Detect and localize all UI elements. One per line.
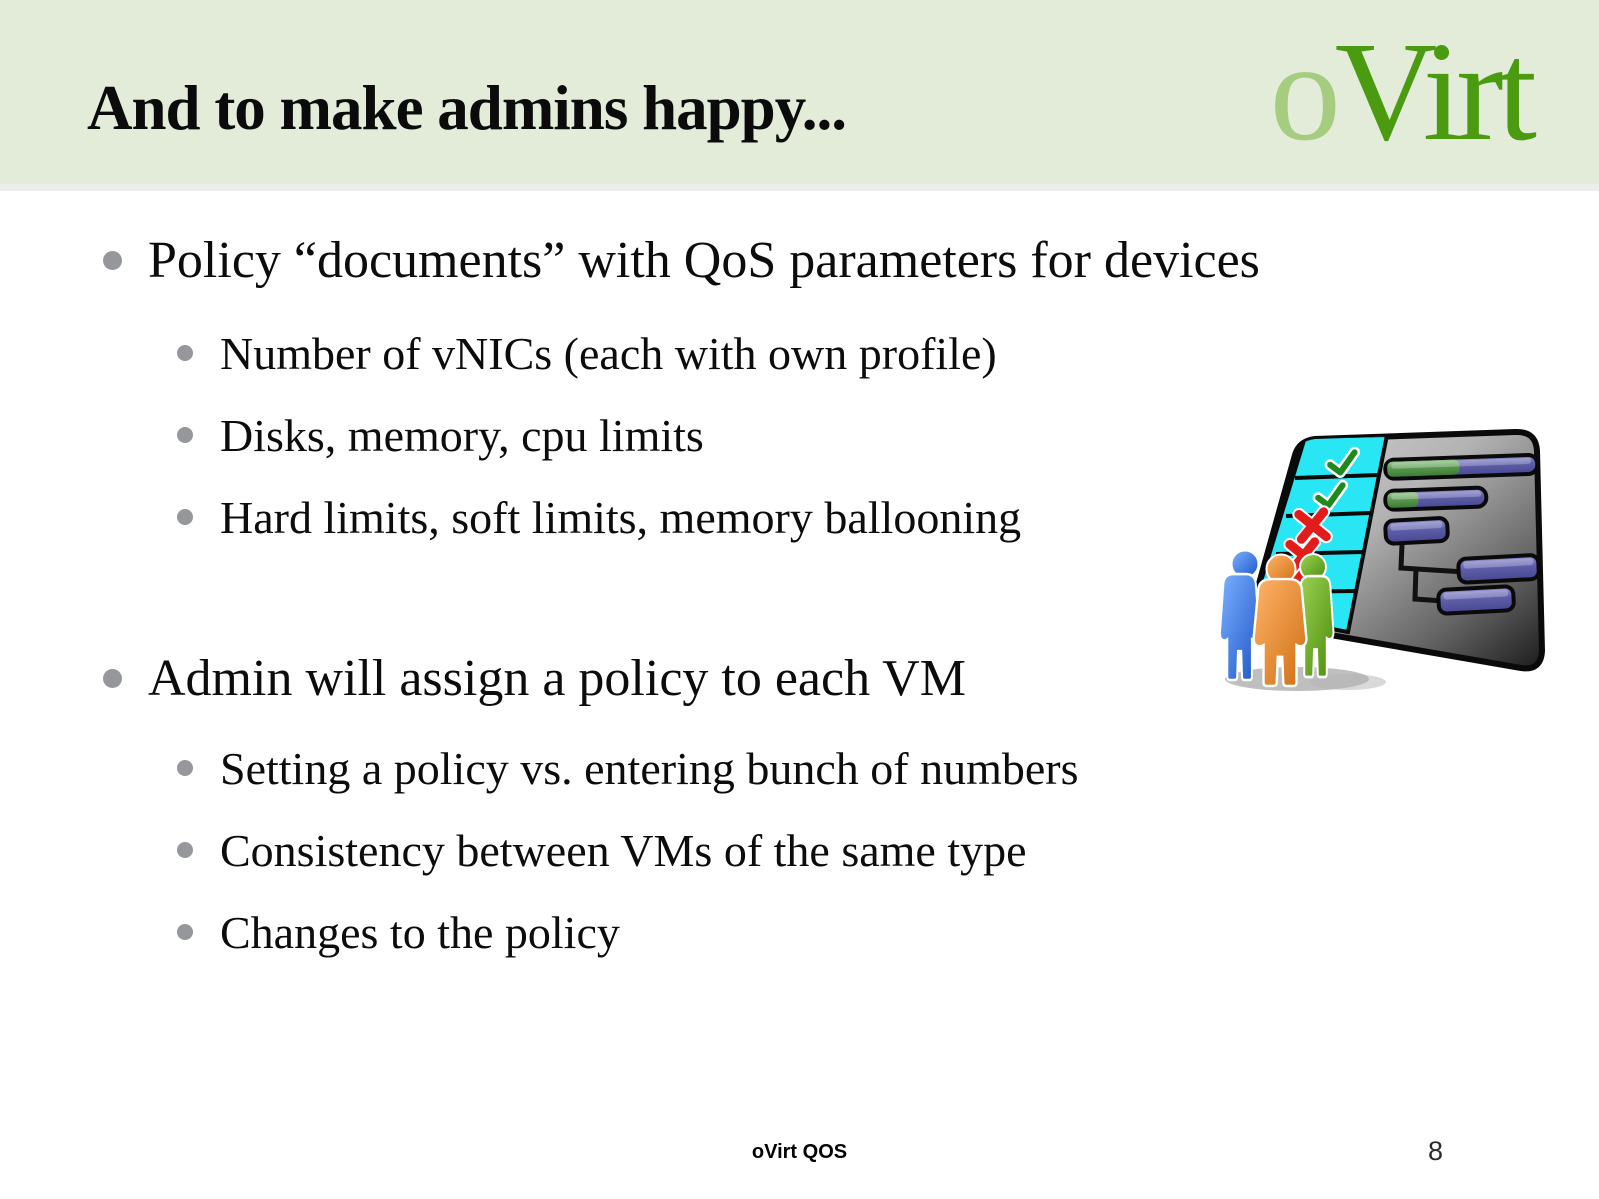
bullet-dot-icon [177,509,193,525]
gantt-bar [1385,487,1487,510]
bullet-line-sub [177,739,1079,797]
bullet-text: Setting a policy vs. entering bunch of numbers [220,742,1079,794]
gantt-bar [1458,555,1539,583]
bullet-dot-icon [103,669,122,688]
bullet-line-sub [177,821,1027,879]
bullet-line-sub [177,406,704,464]
bullet-text: Hard limits, soft limits, memory ballooning [220,491,1022,543]
bullet-line-main-2 [103,646,966,710]
ovirt-logo [1269,12,1531,170]
bullet-dot-icon [177,427,193,443]
bullet-text: Consistency between VMs of the same type [220,824,1027,876]
bullet-dot-icon [177,760,193,776]
bullet-line-sub [177,488,1021,546]
bullet-text: Admin will assign a policy to each VM [148,649,966,707]
bullet-text: Policy “documents” with QoS parameters for devices [148,231,1260,289]
gantt-bar [1385,455,1538,479]
checklist-board-illustration [1185,415,1565,710]
cross-icon [1299,512,1326,539]
header-divider [0,184,1599,191]
gantt-bar [1438,586,1514,614]
slide-title: And to make admins happy... [87,73,846,143]
bullet-dot-icon [177,924,193,940]
footer-deck-title-prefix: oVirt [751,1141,803,1163]
ovirt-logo-o: o [1269,12,1335,170]
bullet-line-main-1 [103,228,1260,292]
page-number: 8 [1428,1136,1444,1166]
bullet-text: Disks, memory, cpu limits [220,409,704,461]
bullet-text: Changes to the policy [220,906,620,958]
bullet-dot-icon [177,345,193,361]
bullet-dot-icon [103,251,122,270]
footer-deck-title-suffix: QOS [802,1141,848,1163]
bullet-dot-icon [177,842,193,858]
ovirt-logo-virt: Virt [1334,12,1531,170]
footer-deck-title [752,1141,847,1164]
bullet-text: Number of vNICs (each with own profile) [220,327,997,379]
person-blue-icon [1220,551,1259,681]
bullet-line-sub [177,903,620,961]
bullet-line-sub [177,324,997,382]
gantt-bar [1385,518,1448,544]
